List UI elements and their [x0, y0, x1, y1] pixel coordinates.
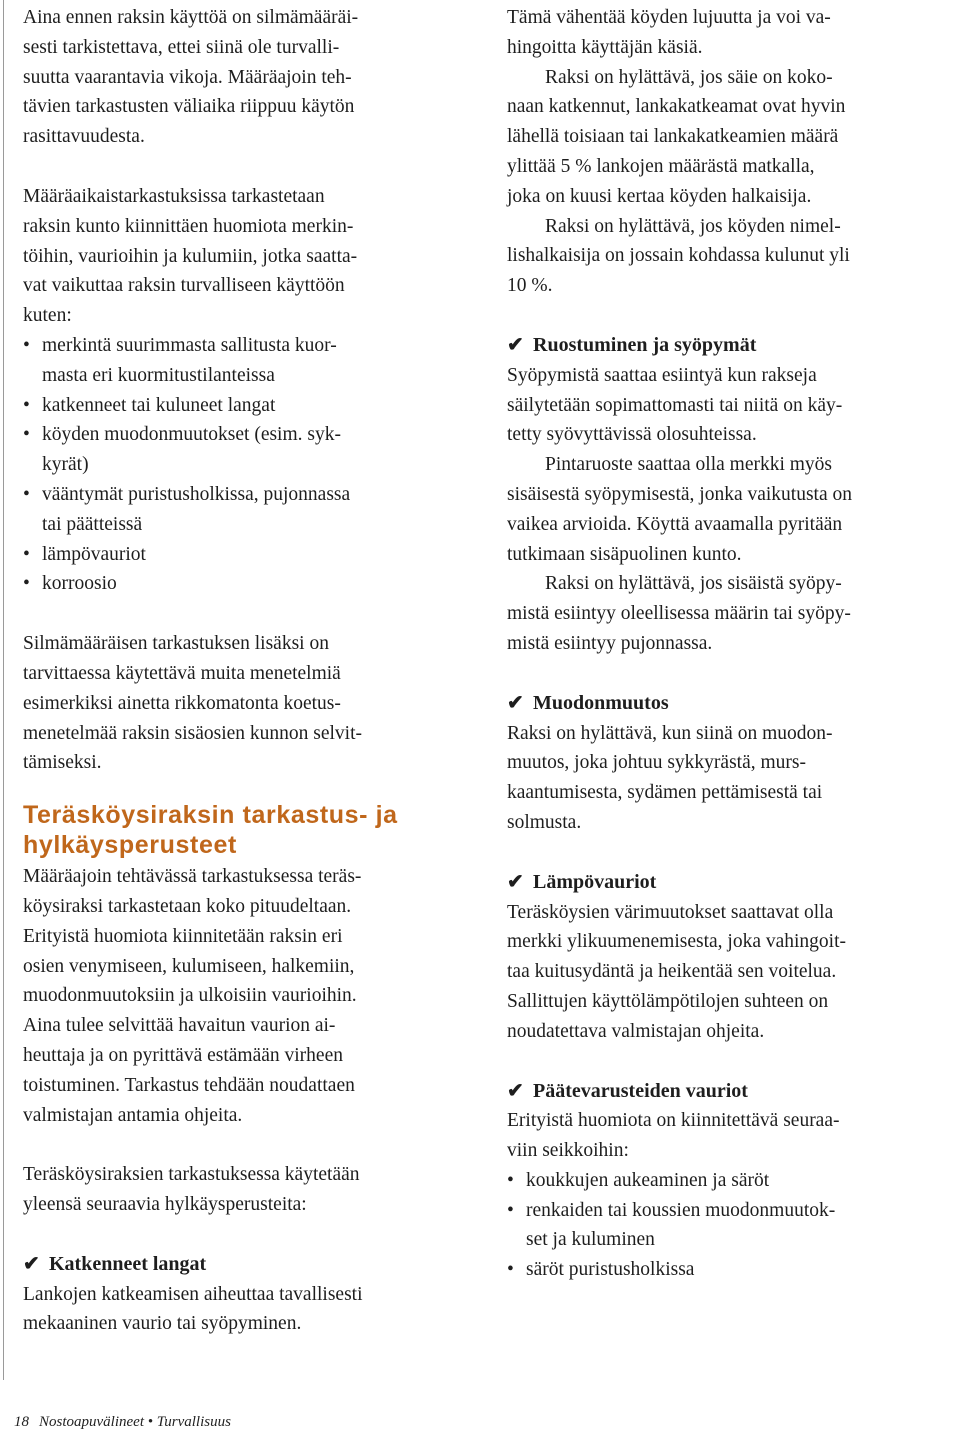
list-item: • renkaiden tai koussien muodonmuutok- set ja kuluminen	[507, 1196, 957, 1256]
end-fittings-bullet-list	[507, 1166, 957, 1285]
bullet-icon: •	[23, 334, 30, 356]
inspection-bullet-list	[23, 331, 485, 599]
corrosion-heading: ✔ Ruostuminen ja syöpymät	[507, 331, 957, 361]
right-column	[507, 3, 957, 1285]
list-item: • vääntymät puristusholkissa, pujonnassa tai päätteissä	[23, 480, 485, 540]
checkmark-icon: ✔	[507, 1079, 524, 1102]
page-footer	[14, 1414, 231, 1431]
bullet-icon: •	[23, 394, 30, 416]
list-item: • merkintä suurimmasta sallitusta kuor- masta eri kuormitustilanteissa	[23, 331, 485, 391]
bullet-icon: •	[23, 424, 30, 446]
section-paragraph: Määräajoin tehtävässä tarkastuksessa teräs- köysiraksi tarkastetaan koko pituudeltaan. Erityistä huomiota kiinnitetään raksin eri osien venymiseen, kulumiseen, halkemiin, muodonmuutoksiin ja ulkoisiin vaurioihin. Aina tulee selvittää havaitun vaurion ai- heuttaja ja on pyrittävä estämään virheen toistuminen. Tarkastus tehdään noudattaen valmistajan antamia ohjeita.	[23, 866, 362, 1126]
footer-title: Nostoapuvälineet • Turvallisuus	[39, 1414, 231, 1430]
broken-wires-paragraph: Lankojen katkeamisen aiheuttaa tavallisesti mekaaninen vaurio tai syöpyminen.	[23, 1283, 363, 1335]
left-margin-rule	[3, 0, 4, 1380]
list-item: • köyden muodonmuutokset (esim. syk- kyrät)	[23, 420, 485, 480]
deformation-heading: ✔ Muodonmuutos	[507, 689, 957, 719]
bullet-icon: •	[507, 1259, 514, 1281]
bullet-icon: •	[23, 573, 30, 595]
bullet-icon: •	[23, 543, 30, 565]
additional-methods-paragraph: Silmämääräisen tarkastuksen lisäksi on tarvittaessa käytettävä muita menetelmiä esimerkiksi ainetta rikkomatonta koetus- menetelmää raksin sisäosien kunnon selvit- tämiseksi.	[23, 633, 363, 774]
checkmark-icon: ✔	[23, 1252, 40, 1275]
heat-damage-heading: ✔ Lämpövauriot	[507, 868, 957, 898]
diameter-wear-paragraph: Raksi on hylättävä, jos köyden nimel- lishalkaisija on jossain kohdassa kulunut yli 10 %.	[507, 215, 850, 297]
bullet-icon: •	[507, 1199, 514, 1221]
checkmark-icon: ✔	[507, 333, 524, 356]
list-item: • säröt puristusholkissa	[507, 1255, 957, 1285]
intro-paragraph: Aina ennen raksin käyttöä on silmämääräi- sesti tarkistettava, ettei siinä ole turvalli- suutta vaarantavia vikoja. Määräajoin teh- tävien tarkastusten väliaika riippuu käytön rasittavuudesta.	[23, 7, 359, 148]
broken-wires-continued-paragraph: Tämä vähentää köyden lujuutta ja voi va- hingoitta käyttäjän käsiä.	[507, 7, 831, 58]
end-fittings-paragraph: Erityistä huomiota on kiinnitettävä seuraa- viin seikkoihin:	[507, 1110, 840, 1162]
left-column	[23, 3, 485, 1339]
checkmark-icon: ✔	[507, 691, 524, 714]
periodic-inspection-paragraph: Määräaikaistarkastuksissa tarkastetaan raksin kunto kiinnittäen huomiota merkin- töihin, vaurioihin ja kulumiin, jotka saatta- vat vaikuttaa raksin turvalliseen käyttöön kuten:	[23, 185, 358, 327]
list-item: • korroosio	[23, 569, 485, 599]
internal-corrosion-paragraph: Raksi on hylättävä, jos sisäistä syöpy- mistä esiintyy oleellisessa määrin tai syöpy- mistä esiintyy pujonnassa.	[507, 573, 851, 654]
section-heading: Teräsköysiraksin tarkastus- ja hylkäysperusteet	[23, 801, 398, 860]
broken-wires-heading: ✔ Katkenneet langat	[23, 1250, 485, 1280]
corrosion-paragraph: Syöpymistä saattaa esiintyä kun rakseja säilytetään sopimattomasti tai niitä on käy- tetty syövyttävissä olosuhteissa.	[507, 364, 843, 446]
end-fittings-heading: ✔ Päätevarusteiden vauriot	[507, 1077, 957, 1107]
list-item: • katkenneet tai kuluneet langat	[23, 391, 485, 421]
list-item: • lämpövauriot	[23, 540, 485, 570]
bullet-icon: •	[507, 1169, 514, 1191]
heat-damage-paragraph: Teräsköysien värimuutokset saattavat olla merkki ylikuumenemisesta, joka vahingoit- taa kuitusydäntä ja heikentää sen voitelua. Sallittujen käyttölämpötilojen suhteen on noudatettava valmistajan ohjeita.	[507, 901, 847, 1042]
bullet-icon: •	[23, 483, 30, 505]
rejection-criteria-paragraph: Raksi on hylättävä, jos säie on koko- naan katkennut, lankakatkeamat ovat hyvin lähellä toisiaan tai lankakatkeamien määrä ylittää 5 % lankojen määrästä matkalla, joka on kuusi kertaa köyden halkaisija.	[507, 66, 846, 207]
criteria-intro-paragraph: Teräsköysiraksien tarkastuksessa käytetään yleensä seuraavia hylkäysperusteita:	[23, 1164, 360, 1216]
deformation-paragraph: Raksi on hylättävä, kun siinä on muodon- muutos, joka johtuu sykkyrästä, murs- kaantumisesta, sydämen pettämisestä tai solmusta.	[507, 722, 833, 833]
checkmark-icon: ✔	[507, 870, 524, 893]
page-number: 18	[14, 1414, 29, 1430]
surface-rust-paragraph: Pintaruoste saattaa olla merkki myös sisäisestä syöpymisestä, jonka vaikutusta on vaikea arvioida. Köyttä avaamalla pyritään tutkimaan sisäpuolinen kunto.	[507, 454, 853, 565]
list-item: • koukkujen aukeaminen ja säröt	[507, 1166, 957, 1196]
